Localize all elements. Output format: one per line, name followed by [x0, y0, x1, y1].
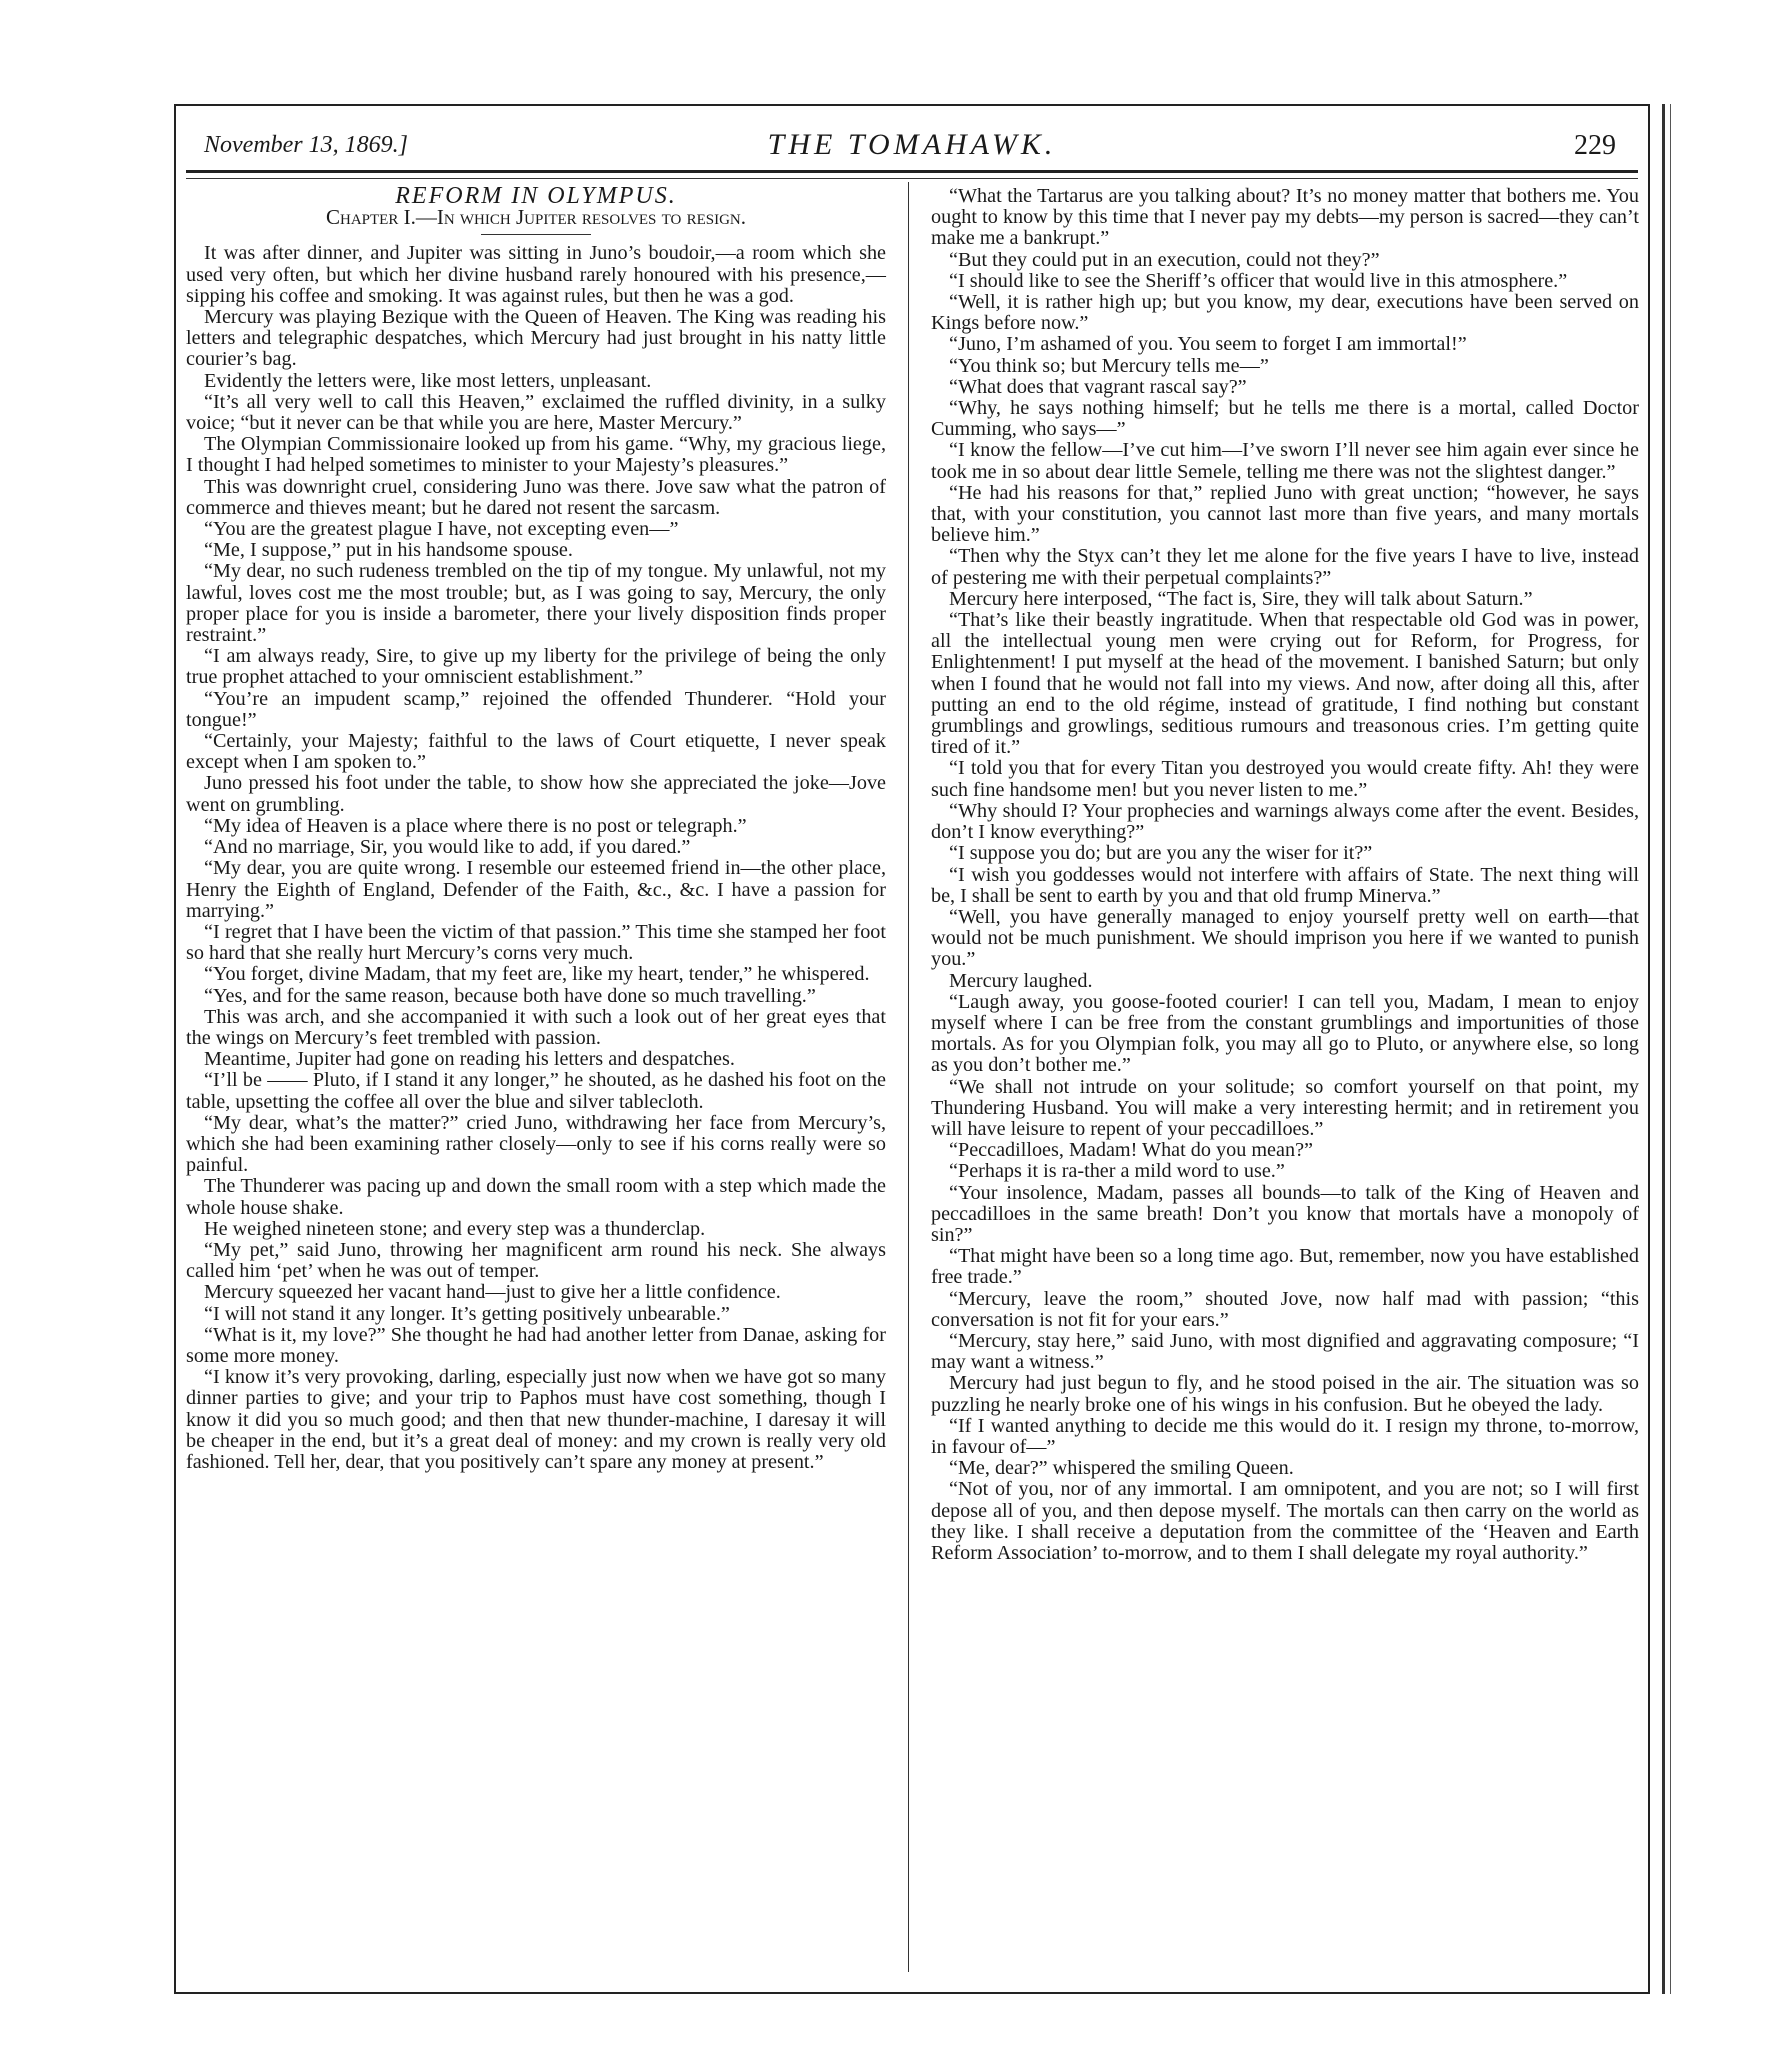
paragraph: Mercury laughed. — [949, 969, 1093, 992]
paragraph: “It’s all very well to call this Heaven,” exclaimed the ruffled divinity, in a sulky voice; “but it never can be that while you are here, Master Mercury.” — [186, 390, 886, 435]
paragraph: “Yes, and for the same reason, because both have done so much travelling.” — [204, 984, 816, 1007]
paragraph: “Well, it is rather high up; but you know, my dear, executions have been served on Kings before now.” — [931, 291, 1639, 335]
paragraph: “My pet,” said Juno, throwing her magnificent arm round his neck. She always called him ‘pet’ when he was out of temper. — [186, 1238, 886, 1283]
page-number: 229 — [1574, 130, 1616, 161]
paragraph: “You forget, divine Madam, that my feet are, like my heart, tender,” he whispered. — [204, 963, 870, 986]
outer-margin-rule-thin — [1670, 104, 1671, 1994]
header-rule-thick — [186, 170, 1638, 173]
page-frame — [174, 104, 1650, 1994]
paragraph: “Why, he says nothing himself; but he tells me there is a mortal, called Doctor Cumming, who says—” — [931, 397, 1639, 441]
paragraph: “You’re an impudent scamp,” rejoined the offended Thunderer. “Hold your tongue!” — [186, 687, 886, 731]
paragraph: The Thunderer was pacing up and down the small room with a step which made the whole house shake. — [186, 1175, 886, 1219]
paragraph: “And no marriage, Sir, you would like to add, if you dared.” — [204, 836, 691, 859]
paragraph: “Certainly, your Majesty; faithful to the laws of Court etiquette, I never speak except when I am spoken to.” — [186, 730, 886, 774]
header-rule-thin — [186, 178, 1638, 179]
paragraph: “What is it, my love?” She thought he had had another letter from Danae, asking for some more money. — [186, 1323, 886, 1367]
paragraph: “My idea of Heaven is a place where there is no post or telegraph.” — [204, 814, 747, 837]
paragraph: “Then why the Styx can’t they let me alone for the five years I have to live, instead of pestering me with their perpetual complaints?” — [931, 545, 1639, 589]
paragraph: This was arch, and she accompanied it with such a look out of her great eyes that the wings on Mercury’s feet trembled with passion. — [186, 1005, 886, 1049]
paragraph: “I’ll be —— Pluto, if I stand it any longer,” he shouted, as he dashed his foot on the table, upsetting the coffee all over the blue and silver tablecloth. — [186, 1069, 886, 1113]
right-body-text — [931, 186, 1639, 1564]
issue-date: November 13, 1869.] — [204, 132, 408, 158]
paragraph: “Me, dear?” whispered the smiling Queen. — [949, 1457, 1294, 1480]
paragraph: “I know the fellow—I’ve cut him—I’ve sworn I’ll never see him again ever since he took me in so about dear little Semele, telling me there was not the slightest danger.” — [931, 439, 1639, 483]
paragraph: “I will not stand it any longer. It’s getting positively unbearable.” — [204, 1302, 730, 1325]
paragraph: “That might have been so a long time ago. But, remember, now you have established free trade.” — [931, 1245, 1639, 1289]
paragraph: Mercury was playing Bezique with the Queen of Heaven. The King was reading his letters and telegraphic despatches, which Mercury had just brought in his natty little courier’s bag. — [186, 306, 886, 371]
paragraph: “Not of you, nor of any immortal. I am omnipotent, and you are not; so I will first depose all of you, and then depose myself. The mortals can then carry on the world as they like. I shall receive a deputation from the committee of the ‘Heaven and Earth Reform Association’ to-morrow, and to them I shall delegate my royal authority.” — [931, 1478, 1639, 1564]
paragraph: “What does that vagrant rascal say?” — [949, 375, 1247, 398]
paragraph: It was after dinner, and Jupiter was sitting in Juno’s boudoir,—a room which she used very often, but which her divine husband rarely honoured with his presence,—sipping his coffee and smoking. It was against rules, but then he was a god. — [186, 242, 886, 307]
paragraph: “I told you that for every Titan you destroyed you would create fifty. Ah! they were such fine handsome men! but you never listen to me.” — [931, 757, 1639, 801]
paragraph: The Olympian Commissionaire looked up from his game. “Why, my gracious liege, I thought I had helped sometimes to minister to your Majesty’s pleasures.” — [186, 433, 886, 477]
paragraph: Mercury had just begun to fly, and he stood poised in the air. The situation was so puzzling he nearly broke one of his wings in his confusion. But he obeyed the lady. — [931, 1372, 1639, 1416]
paragraph: “That’s like their beastly ingratitude. When that respectable old God was in power, all the intellectual young men were crying out for Reform, for Progress, for Enlightenment! I put myself at the head of the movement. I banished Saturn; but only when I found that he would not fall into my views. And now, after doing all this, after putting an end to the old régime, instead of gratitude, I find nothing but constant grumblings and growlings, seditious rumours and treasonous cries. I’m getting quite tired of it.” — [931, 609, 1639, 759]
paragraph: Mercury here interposed, “The fact is, Sire, they will talk about Saturn.” — [949, 587, 1533, 610]
masthead — [176, 106, 1648, 176]
paragraph: “Mercury, stay here,” said Juno, with most dignified and aggravating composure; “I may want a witness.” — [931, 1329, 1639, 1374]
paragraph: “I wish you goddesses would not interfere with affairs of State. The next thing will be, I shall be sent to earth by you and that old frump Minerva.” — [931, 863, 1639, 907]
paragraph: “Perhaps it is ra-ther a mild word to use.” — [949, 1160, 1285, 1183]
chapter-rule — [481, 234, 591, 235]
paragraph: “My dear, no such rudeness trembled on the tip of my tongue. My unlawful, not my lawful, loves cost me the most trouble; but, as I was going to say, Mercury, the only proper place for you is inside a barometer, there your lively disposition finds proper restraint.” — [186, 560, 886, 647]
paragraph: “I suppose you do; but are you any the wiser for it?” — [949, 842, 1373, 865]
paragraph: Evidently the letters were, like most letters, unpleasant. — [204, 369, 652, 392]
right-column — [931, 186, 1639, 1564]
paragraph: “Well, you have generally managed to enjoy yourself pretty well on earth—that would not be much punishment. We should imprison you here if we wanted to punish you.” — [931, 905, 1639, 971]
paragraph: “Mercury, leave the room,” shouted Jove, now half mad with passion; “this conversation is not fit for your ears.” — [931, 1287, 1639, 1331]
chapter-heading: Chapter I.—In which Jupiter resolves to resign. — [325, 205, 747, 230]
publication-title: THE TOMAHAWK. — [767, 128, 1057, 161]
outer-margin-rule — [1662, 104, 1665, 1994]
article-title: REFORM IN OLYMPUS. — [395, 183, 677, 209]
paragraph: “My dear, what’s the matter?” cried Juno, withdrawing her face from Mercury’s, which she had been examining rather closely—only to see if his corns really were so painful. — [186, 1111, 886, 1177]
paragraph: Juno pressed his foot under the table, to show how she appreciated the joke—Jove went on grumbling. — [186, 772, 886, 816]
paragraph: “I am always ready, Sire, to give up my liberty for the privilege of being the only true prophet attached to your omniscient establishment.” — [186, 645, 886, 689]
left-column — [186, 183, 886, 1473]
paragraph: This was downright cruel, considering Juno was there. Jove saw what the patron of commerce and thieves meant; but he dared not resent the sarcasm. — [186, 475, 886, 519]
paragraph: “I should like to see the Sheriff’s officer that would live in this atmosphere.” — [949, 269, 1568, 292]
paragraph: “Laugh away, you goose-footed courier! I can tell you, Madam, I mean to enjoy myself where I can be free from the constant grumblings and importunities of those mortals. As for you Olympian folk, you may all go to Pluto, or anywhere else, so long as you don’t bother me.” — [931, 990, 1639, 1077]
paragraph: “You are the greatest plague I have, not excepting even—” — [204, 518, 679, 541]
paragraph: “You think so; but Mercury tells me—” — [949, 354, 1269, 377]
paragraph: “If I wanted anything to decide me this would do it. I resign my throne, to-morrow, in favour of—” — [931, 1414, 1639, 1458]
paragraph: Mercury squeezed her vacant hand—just to give her a little confidence. — [204, 1281, 781, 1304]
paragraph: “We shall not intrude on your solitude; so comfort yourself on that point, my Thundering Husband. You will make a very interesting hermit; and in retirement you will have leisure to repent of your peccadilloes.” — [931, 1075, 1639, 1140]
paragraph: “Why should I? Your prophecies and warnings always come after the event. Besides, don’t I know everything?” — [931, 799, 1639, 844]
paragraph: “Your insolence, Madam, passes all bounds—to talk of the King of Heaven and peccadilloes in the same breath! Don’t you know that mortals have a monopoly of sin?” — [931, 1181, 1639, 1246]
paragraph: “Juno, I’m ashamed of you. You seem to forget I am immortal!” — [949, 333, 1467, 356]
paragraph: Meantime, Jupiter had gone on reading his letters and despatches. — [204, 1048, 735, 1071]
paragraph: “My dear, you are quite wrong. I resemble our esteemed friend in—the other place, Henry the Eighth of England, Defender of the Faith, &c., &c. I have a passion for marrying.” — [186, 857, 886, 922]
paragraph: “Me, I suppose,” put in his handsome spouse. — [204, 539, 573, 562]
left-body-text — [186, 243, 886, 1473]
paragraph: “But they could put in an execution, could not they?” — [949, 248, 1380, 271]
paragraph: “I regret that I have been the victim of that passion.” This time she stamped her foot so hard that she really hurt Mercury’s corns very much. — [186, 920, 886, 965]
paragraph: “Peccadilloes, Madam! What do you mean?” — [949, 1139, 1313, 1162]
column-divider — [908, 182, 909, 1972]
paragraph: “I know it’s very provoking, darling, especially just now when we have got so many dinner parties to give; and your trip to Paphos must have cost something, though I know it did you so much good; and then that new thunder-machine, I daresay it will be cheaper in the end, but it’s a great deal of money: and my crown is really very old fashioned. Tell her, dear, that you positively can’t spare any money at present.” — [186, 1366, 886, 1473]
paragraph: He weighed nineteen stone; and every step was a thunderclap. — [204, 1217, 706, 1240]
paragraph: “He had his reasons for that,” replied Juno with great unction; “however, he says that, with your constitution, you cannot last more than five years, and many mortals believe him.” — [931, 481, 1639, 547]
paragraph: “What the Tartarus are you talking about? It’s no money matter that bothers me. You ought to know by this time that I never pay my debts—my person is sacred—they can’t make me a bankrupt.” — [931, 185, 1639, 250]
